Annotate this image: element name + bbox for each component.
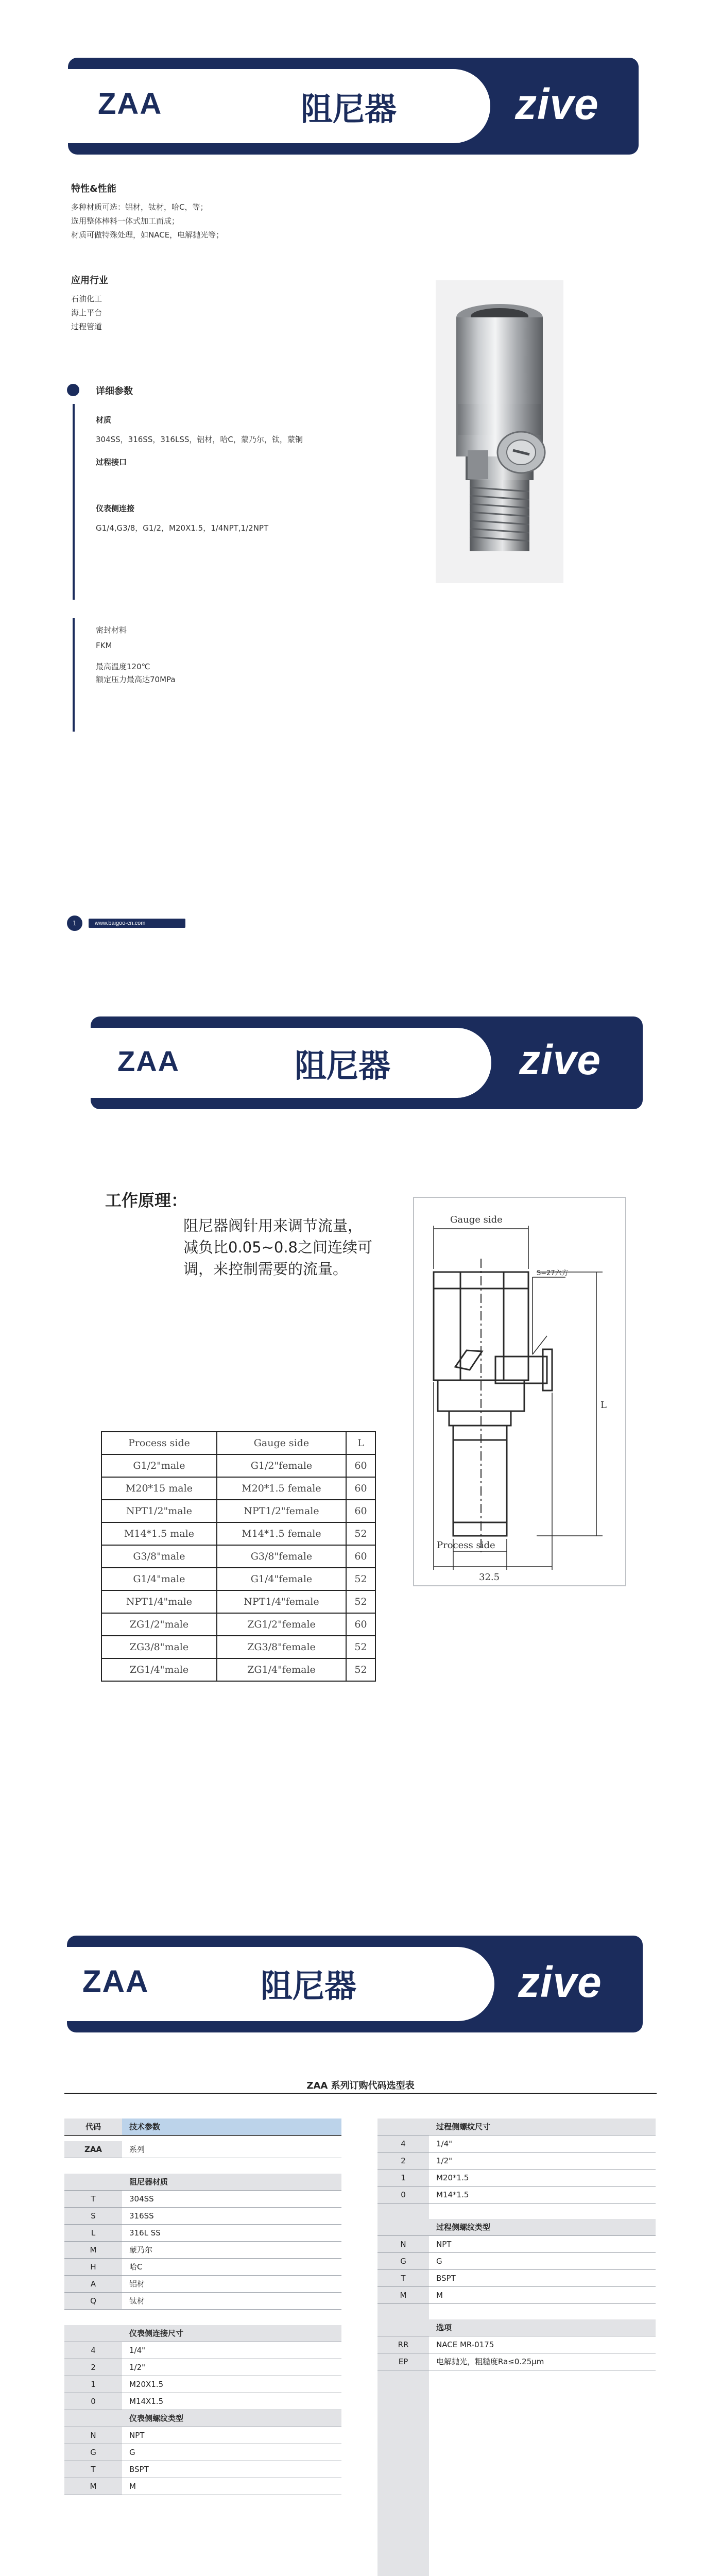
options-title: 选项 — [429, 2319, 656, 2336]
process-size-title-row — [377, 2119, 656, 2136]
page3-banner — [67, 1936, 643, 2032]
gauge-thread-title: 仪表侧螺纹类型 — [122, 2410, 341, 2427]
drawing-process-side: Process side — [437, 1540, 495, 1551]
option-label: 1/2" — [129, 2363, 146, 2372]
process-size-title: 过程侧螺纹尺寸 — [429, 2119, 656, 2135]
list-item — [64, 2427, 341, 2444]
page3-logo: zive — [518, 1958, 602, 2006]
order-table-head — [64, 2119, 341, 2136]
features-line-3: 材质可做特殊处理，如NACE，电解抛光等； — [71, 230, 224, 240]
table-row — [101, 1454, 375, 1477]
table-row — [101, 1636, 375, 1658]
drawing-gauge-side: Gauge side — [450, 1214, 503, 1225]
option-label: 1/4" — [129, 2346, 146, 2355]
option-code: A — [64, 2276, 122, 2292]
option-label: 304SS — [129, 2194, 154, 2204]
option-label: M20*1.5 — [436, 2173, 469, 2182]
option-label: 铝材 — [129, 2279, 145, 2289]
length-cell: 52 — [346, 1568, 375, 1590]
option-label: 电解抛光，粗糙度Ra≤0.25μm — [436, 2357, 544, 2366]
option-code: N — [64, 2427, 122, 2444]
option-code: T — [64, 2191, 122, 2207]
industry-item-3: 过程管道 — [71, 322, 102, 331]
option-label: M14*1.5 — [436, 2190, 469, 2199]
option-code: 2 — [377, 2153, 429, 2169]
process-side-cell: G1/4"male — [101, 1568, 217, 1590]
list-item — [377, 2287, 656, 2304]
details-rail — [73, 404, 75, 600]
option-code: T — [64, 2461, 122, 2478]
length-cell: 60 — [346, 1500, 375, 1522]
page1-banner-code: ZAA — [98, 87, 163, 121]
length-cell: 60 — [346, 1454, 375, 1477]
option-code: H — [64, 2259, 122, 2275]
option-label: BSPT — [129, 2465, 149, 2474]
process-side-cell: NPT1/2"male — [101, 1500, 217, 1522]
option-label: 316L SS — [129, 2228, 161, 2238]
list-item — [377, 2187, 656, 2204]
industry-item-1: 石油化工 — [71, 294, 102, 303]
details-bullet — [67, 384, 79, 396]
damper-photo — [436, 280, 563, 583]
length-cell: 60 — [346, 1545, 375, 1568]
page2-banner-code: ZAA — [117, 1045, 180, 1077]
max-temperature: 最高温度120℃ — [96, 662, 150, 671]
gauge-connection-text: G1/4,G3/8，G1/2，M20X1.5，1/4NPT,1/2NPT — [96, 523, 269, 533]
industries-title: 应用行业 — [71, 275, 108, 286]
page2-banner-title: 阻尼器 — [295, 1047, 391, 1084]
dimension-drawing — [413, 1197, 626, 1586]
process-thread-title-row — [377, 2219, 656, 2236]
option-code: EP — [377, 2353, 429, 2370]
gauge-connection-label: 仪表侧连接 — [96, 504, 135, 513]
option-label: 蒙乃尔 — [129, 2245, 153, 2255]
page3-banner-title: 阻尼器 — [261, 1967, 357, 2005]
option-label: NACE MR-0175 — [436, 2340, 494, 2349]
option-label: M14X1.5 — [129, 2397, 164, 2406]
process-side-cell: M14*1.5 male — [101, 1522, 217, 1545]
option-code: T — [377, 2270, 429, 2286]
gauge-size-title: 仪表侧连接尺寸 — [122, 2325, 341, 2342]
head-technical-param: 技术参数 — [122, 2119, 341, 2135]
option-label: M — [436, 2291, 443, 2300]
table-row — [101, 1500, 375, 1522]
option-code: M — [377, 2287, 429, 2303]
list-item — [64, 2191, 341, 2208]
list-item — [377, 2353, 656, 2370]
option-label: 钛材 — [129, 2296, 145, 2306]
details-title: 详细参数 — [96, 386, 133, 397]
length-cell: 52 — [346, 1636, 375, 1658]
table-row — [101, 1545, 375, 1568]
header-gauge-side: Gauge side — [217, 1432, 346, 1454]
option-code: 4 — [64, 2342, 122, 2359]
option-code: G — [377, 2253, 429, 2269]
seal-label: 密封材料 — [96, 625, 127, 635]
material-label: 材质 — [96, 415, 112, 425]
page1-logo: zive — [515, 80, 599, 128]
gauge-side-cell: G1/2"female — [217, 1454, 346, 1477]
gauge-side-cell: ZG1/2"female — [217, 1613, 346, 1636]
features-line-2: 选用整体棒料一体式加工而成； — [71, 216, 180, 226]
seal-value: FKM — [96, 641, 112, 650]
process-side-cell: ZG1/2"male — [101, 1613, 217, 1636]
option-label: M20X1.5 — [129, 2380, 164, 2389]
page3-banner-code: ZAA — [82, 1964, 149, 1998]
option-label: 1/2" — [436, 2156, 453, 2165]
list-item — [64, 2259, 341, 2276]
material-text: 304SS，316SS，316LSS，铝材，哈C，蒙乃尔，钛，蒙铜 — [96, 435, 303, 444]
table-row — [101, 1613, 375, 1636]
list-item — [377, 2136, 656, 2153]
features-line-1: 多种材质可选：铝材，钛材，哈C，等； — [71, 202, 208, 212]
page1-banner-title: 阻尼器 — [301, 90, 397, 128]
order-table-left — [64, 2119, 341, 2495]
drawing-length: L — [600, 1400, 607, 1411]
list-item — [377, 2270, 656, 2287]
list-item — [64, 2461, 341, 2478]
process-connection-label: 过程接口 — [96, 457, 127, 467]
process-side-cell: G1/2"male — [101, 1454, 217, 1477]
list-item — [377, 2153, 656, 2170]
series-code: ZAA — [64, 2141, 122, 2158]
series-row — [64, 2141, 341, 2158]
option-code: M — [64, 2242, 122, 2258]
principle-title: 工作原理： — [105, 1191, 188, 1210]
option-label: NPT — [129, 2431, 145, 2440]
list-item — [64, 2359, 341, 2376]
option-label: G — [436, 2257, 442, 2266]
table-row — [101, 1590, 375, 1613]
option-code: RR — [377, 2336, 429, 2353]
series-label: 系列 — [129, 2145, 145, 2154]
gauge-side-cell: G1/4"female — [217, 1568, 346, 1590]
option-code: Q — [64, 2293, 122, 2309]
list-item — [64, 2225, 341, 2242]
list-item — [64, 2478, 341, 2495]
list-item — [64, 2293, 341, 2310]
gauge-side-cell: M14*1.5 female — [217, 1522, 346, 1545]
principle-line-2: 减负比0.05~0.8之间连续可 — [183, 1239, 372, 1256]
process-side-cell: G3/8"male — [101, 1545, 217, 1568]
table-row — [101, 1658, 375, 1681]
gauge-size-title-row — [64, 2325, 341, 2342]
list-item — [377, 2253, 656, 2270]
table-row — [101, 1477, 375, 1500]
damper-thread — [470, 480, 529, 551]
process-side-cell: ZG3/8"male — [101, 1636, 217, 1658]
option-code: N — [377, 2236, 429, 2252]
option-label: 哈C — [129, 2262, 143, 2272]
option-code: 2 — [64, 2359, 122, 2376]
option-code: M — [64, 2478, 122, 2495]
page1-number: 1 — [67, 916, 82, 931]
list-item — [377, 2336, 656, 2353]
length-cell: 60 — [346, 1613, 375, 1636]
table-row — [101, 1522, 375, 1545]
rated-pressure: 额定压力最高达70MPa — [96, 675, 176, 684]
seal-rail — [73, 618, 75, 732]
principle-line-3: 调，来控制需要的流量。 — [183, 1260, 348, 1278]
page2-banner — [91, 1016, 643, 1109]
table-row — [101, 1568, 375, 1590]
page1-banner — [68, 58, 639, 155]
material-title: 阻尼器材质 — [122, 2174, 341, 2190]
option-label: M — [129, 2482, 136, 2491]
length-cell: 52 — [346, 1658, 375, 1681]
list-item — [377, 2236, 656, 2253]
option-label: 316SS — [129, 2211, 154, 2221]
industry-item-2: 海上平台 — [71, 308, 102, 317]
order-table-title: ZAA 系列订购代码选型表 — [306, 2080, 415, 2091]
option-code: 1 — [64, 2376, 122, 2393]
order-table-right — [377, 2119, 656, 2370]
length-cell: 52 — [346, 1522, 375, 1545]
list-item — [64, 2376, 341, 2393]
option-code: 0 — [64, 2393, 122, 2410]
gauge-side-cell: NPT1/2"female — [217, 1500, 346, 1522]
head-code: 代码 — [64, 2119, 122, 2135]
connection-table — [101, 1431, 376, 1682]
list-item — [64, 2276, 341, 2293]
option-code: 1 — [377, 2170, 429, 2186]
page1-url[interactable]: www.baigoo-cn.com — [89, 919, 185, 928]
list-item — [377, 2170, 656, 2187]
option-code: S — [64, 2208, 122, 2224]
gauge-side-cell: M20*1.5 female — [217, 1477, 346, 1500]
option-label: 1/4" — [436, 2139, 453, 2148]
principle-line-1: 阻尼器阀针用来调节流量， — [183, 1217, 363, 1234]
process-side-cell: ZG1/4"male — [101, 1658, 217, 1681]
header-process-side: Process side — [101, 1432, 217, 1454]
page2-logo: zive — [519, 1037, 601, 1083]
list-item — [64, 2342, 341, 2359]
drawing-width: 32.5 — [479, 1572, 500, 1583]
process-side-cell: M20*15 male — [101, 1477, 217, 1500]
gauge-side-cell: ZG3/8"female — [217, 1636, 346, 1658]
option-label: BSPT — [436, 2274, 456, 2283]
option-code: G — [64, 2444, 122, 2461]
option-code: L — [64, 2225, 122, 2241]
order-table-rule — [64, 2093, 657, 2094]
connection-table-header — [101, 1432, 375, 1454]
drawing-hex-size: S=27六方 — [537, 1269, 569, 1277]
gauge-side-cell: ZG1/4"female — [217, 1658, 346, 1681]
options-title-row — [377, 2319, 656, 2336]
process-side-cell: NPT1/4"male — [101, 1590, 217, 1613]
material-title-row — [64, 2174, 341, 2191]
length-cell: 52 — [346, 1590, 375, 1613]
process-thread-title: 过程侧螺纹类型 — [429, 2219, 656, 2235]
list-item — [64, 2208, 341, 2225]
gauge-thread-title-row — [64, 2410, 341, 2427]
gauge-side-cell: G3/8"female — [217, 1545, 346, 1568]
list-item — [64, 2444, 341, 2461]
features-title: 特性&性能 — [71, 183, 116, 194]
option-label: NPT — [436, 2240, 452, 2249]
option-label: G — [129, 2448, 135, 2457]
option-code: 0 — [377, 2187, 429, 2203]
gauge-side-cell: NPT1/4"female — [217, 1590, 346, 1613]
list-item — [64, 2242, 341, 2259]
list-item — [64, 2393, 341, 2410]
header-length: L — [346, 1432, 375, 1454]
length-cell: 60 — [346, 1477, 375, 1500]
option-code: 4 — [377, 2136, 429, 2152]
